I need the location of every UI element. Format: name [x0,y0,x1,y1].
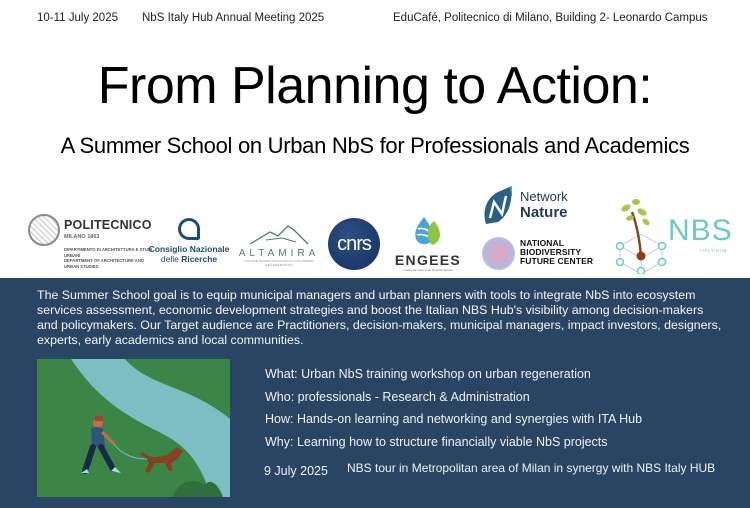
program-details [265,363,642,453]
cnr-line2-bold: Ricerche [181,254,218,264]
nbfc-line2: BIODIVERSITY [520,246,582,257]
nbfc-line1: NATIONAL [520,238,565,248]
altamira-logo [236,224,322,266]
cnr-line2-prefix: delle [160,254,182,264]
network-nature-leaf-icon [482,186,514,226]
tour-description: NBS tour in Metropolitan area of Milan in synergy with NBS Italy HUB [347,461,716,475]
detail-what: What: Urban NbS training workshop on urban regeneration [265,367,591,381]
nbs-italy-hub-logo [612,198,742,274]
nbfc-line3: FUTURE CENTER [520,255,594,266]
engees-tag: L'école de l'eau et de l'environnement [402,268,454,272]
tree-network-icon [612,198,670,274]
detail-who: Who: professionals - Research & Administration [265,389,530,404]
network-nature-line1: Network [520,189,568,204]
engees-name: ENGEES [394,252,462,268]
cnr-line2 [148,254,230,264]
park-illustration [37,359,230,497]
partner-logos [0,180,750,278]
cnrs-logo: cnrs [328,218,380,270]
page-subtitle: A Summer School on Urban NbS for Professionals and Academics [60,133,690,158]
detail-how: How: Hands-on learning and networking and synergies with ITA Hub [265,412,643,426]
nbs-tag: ITALY HUB [700,248,728,253]
nbs-name: NBS [668,214,733,247]
polimi-year: MILANO 1863 [64,234,100,240]
polimi-dept [64,247,154,270]
mountain-icon [248,224,310,246]
info-band [0,278,750,508]
meeting-name: NbS Italy Hub Annual Meeting 2025 [142,12,325,24]
top-info-bar [0,0,750,40]
dotted-globe-icon [482,237,515,270]
nbfc-logo [482,235,612,275]
polimi-dept-en: DEPARTMENT OF ARCHITECTURE AND URBAN STUDIES [64,258,144,270]
nbfc-text [520,239,593,266]
network-nature-line2: Nature [520,204,568,221]
polimi-seal-icon [28,214,60,246]
altamira-tag: NATURE-BASED SOLUTIONS FOR URBAN REGENERATION [244,259,314,267]
cnr-logo [148,218,230,270]
detail-why: Why: Learning how to structure financially viable NbS projects [265,434,608,449]
polimi-dept-it: DIPARTIMENTO DI ARCHITETTURA E STUDI URBANI [64,247,153,258]
engees-logo [387,215,469,270]
intro-paragraph: The Summer School goal is to equip municipal managers and urban planners with tools to integrate NbS into ecosystem services assessment, economic development strategies and boost the Italian NBS Hub's visibility among decision-makers and policymakers. Our Target audience are Practitioners, decision-makers, municipal managers, impact investors, designers, experts, early academics and local communities. [37,288,722,347]
network-nature-logo [482,184,592,230]
tour-date: 9 July 2025 [264,464,328,478]
altamira-name: ALTAMIRA [238,248,320,259]
politecnico-logo [28,212,153,274]
event-date: 10-11 July 2025 [37,12,118,24]
person-walking-dog-icon [37,359,230,497]
venue: EduCafé, Politecnico di Milano, Building 2- Leonardo Campus [393,12,708,24]
page-title: From Planning to Action: [97,57,653,115]
cnr-mark-icon [178,218,200,240]
cnr-line1: Consiglio Nazionale [148,244,230,254]
water-leaf-icon [410,215,446,247]
polimi-name: POLITECNICO [64,218,152,232]
